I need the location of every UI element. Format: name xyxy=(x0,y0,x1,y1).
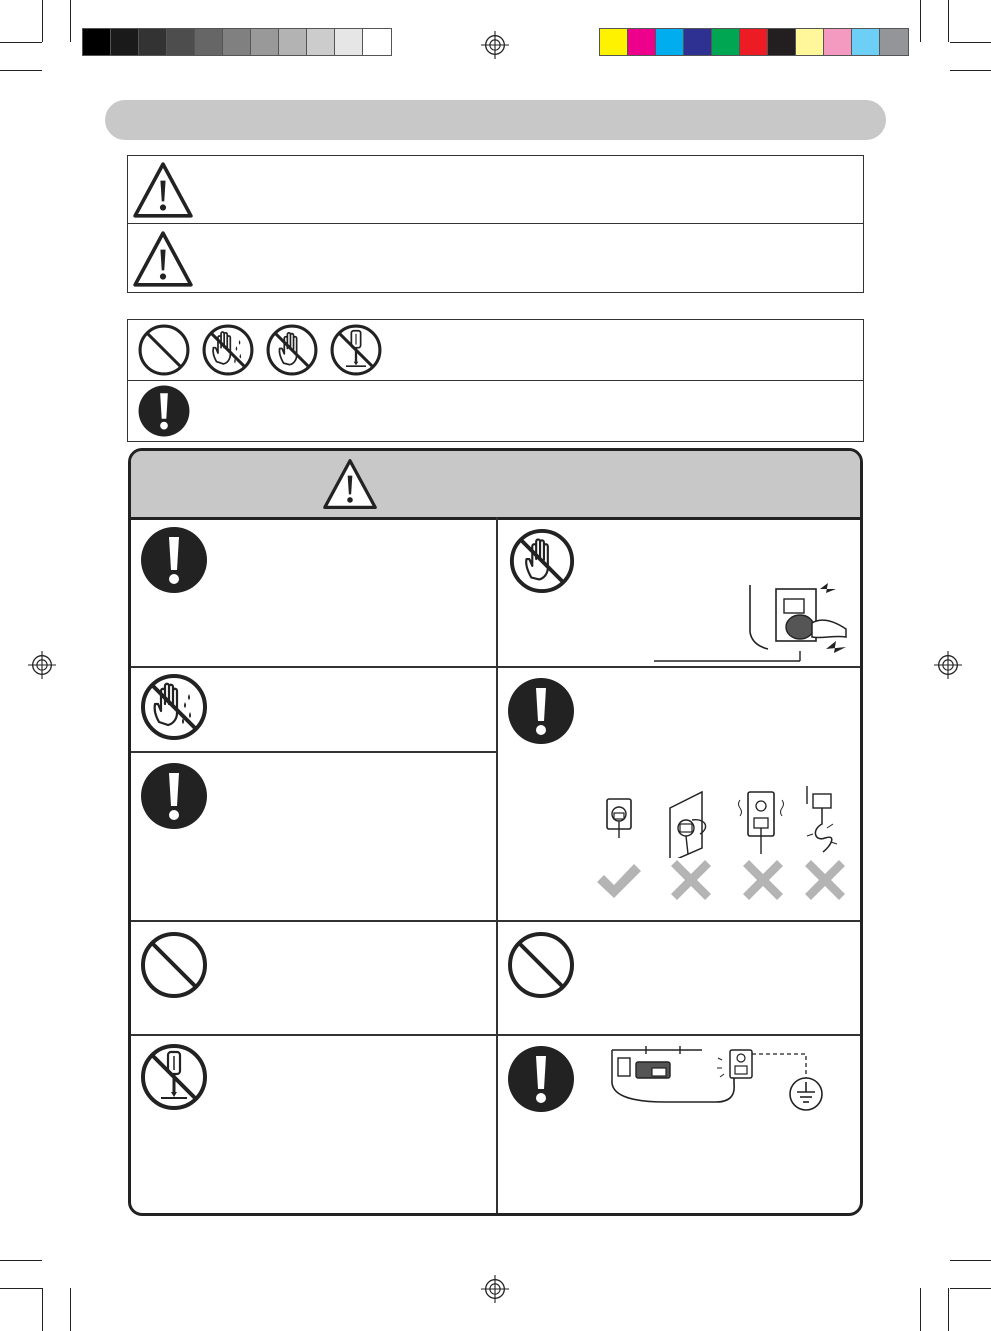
calibration-swatch xyxy=(83,29,111,55)
warning-cell xyxy=(131,1034,496,1216)
plug-removal-illustration xyxy=(650,577,860,667)
calibration-swatch xyxy=(251,29,279,55)
incorrect-cross-icon xyxy=(741,858,785,902)
registration-mark-icon xyxy=(934,651,962,679)
registration-mark-icon xyxy=(481,31,509,59)
calibration-swatch xyxy=(307,29,335,55)
warning-cell xyxy=(496,1034,863,1216)
do-not-disassemble-icon xyxy=(139,1042,209,1112)
outlet-overloaded-illustration xyxy=(666,788,716,858)
no-wet-hands-icon xyxy=(201,323,255,377)
warning-cell xyxy=(131,920,496,1034)
outlet-damaged-cord-illustration xyxy=(801,784,849,858)
warning-cell xyxy=(496,920,863,1034)
incorrect-cross-icon xyxy=(669,858,713,902)
grounding-illustration xyxy=(606,1040,846,1116)
warning-panel xyxy=(128,448,863,1216)
outlet-loose-illustration xyxy=(736,788,786,858)
calibration-swatch xyxy=(712,29,740,55)
calibration-swatch xyxy=(768,29,796,55)
warning-cell xyxy=(131,751,496,920)
calibration-swatch xyxy=(111,29,139,55)
incorrect-cross-icon xyxy=(803,858,847,902)
calibration-swatch xyxy=(195,29,223,55)
hazard-legend-box xyxy=(127,155,864,293)
warning-cell xyxy=(496,666,863,920)
symbol-legend-box xyxy=(127,319,864,442)
do-not-touch-icon xyxy=(265,323,319,377)
warning-cell xyxy=(131,517,496,666)
warning-triangle-icon xyxy=(132,160,194,222)
prohibited-icon xyxy=(506,930,576,1000)
calibration-swatch xyxy=(880,29,908,55)
prohibited-icon xyxy=(137,323,191,377)
calibration-swatch xyxy=(852,29,880,55)
warning-triangle-icon xyxy=(320,457,380,513)
warning-panel-header xyxy=(131,451,860,520)
calibration-swatch xyxy=(684,29,712,55)
section-title-bar xyxy=(105,100,886,140)
mandatory-icon xyxy=(139,525,209,595)
calibration-swatch xyxy=(656,29,684,55)
outlet-correct-illustration xyxy=(604,796,634,840)
calibration-swatch xyxy=(740,29,768,55)
calibration-swatch xyxy=(796,29,824,55)
do-not-touch-icon xyxy=(508,527,576,595)
color-calibration-strip xyxy=(599,28,909,56)
calibration-swatch xyxy=(628,29,656,55)
prohibited-icon xyxy=(139,930,209,1000)
mandatory-icon xyxy=(139,761,209,831)
gray-calibration-strip xyxy=(82,28,392,56)
no-wet-hands-icon xyxy=(139,672,209,742)
warning-cell xyxy=(496,517,863,666)
calibration-swatch xyxy=(167,29,195,55)
calibration-swatch xyxy=(223,29,251,55)
caution-triangle-icon xyxy=(132,229,194,291)
calibration-swatch xyxy=(363,29,391,55)
calibration-swatch xyxy=(600,29,628,55)
correct-check-icon xyxy=(594,860,644,902)
registration-mark-icon xyxy=(28,651,56,679)
calibration-swatch xyxy=(139,29,167,55)
registration-mark-icon xyxy=(481,1275,509,1303)
do-not-disassemble-icon xyxy=(329,323,383,377)
warning-cell xyxy=(131,666,496,751)
calibration-swatch xyxy=(279,29,307,55)
mandatory-icon xyxy=(137,384,191,438)
calibration-swatch xyxy=(824,29,852,55)
mandatory-icon xyxy=(506,1044,576,1114)
calibration-swatch xyxy=(335,29,363,55)
mandatory-icon xyxy=(506,676,576,746)
